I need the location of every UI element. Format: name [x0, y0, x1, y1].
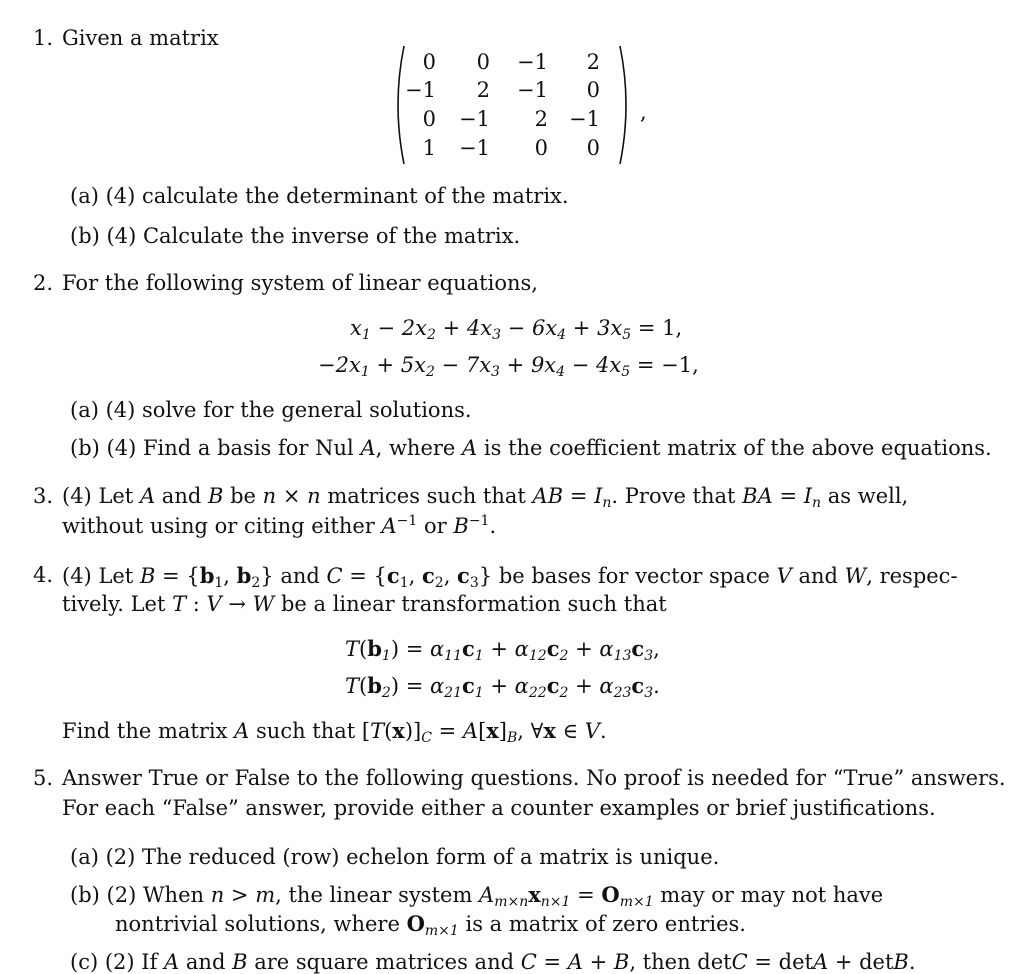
matrix-comma: , — [640, 100, 647, 124]
matrix-cell: 2 — [586, 50, 600, 74]
matrix-cell: 1 — [422, 136, 436, 160]
matrix-cell: 0 — [422, 50, 436, 74]
text: be — [230, 484, 256, 508]
transform-equation-1: $T(b_1) = \alpha_{11}c_1 + \alpha_{12}c_2 + \alpha_{13}c_3$, — [345, 636, 660, 664]
text: . — [489, 514, 497, 538]
text: is a matrix of zero entries. — [465, 912, 746, 936]
points: (2) — [105, 845, 136, 869]
part-label: (a) — [70, 184, 99, 208]
problem-5c: (c) (2) If A and B are square matrices and C = A + B, then detC = detA + detB. — [70, 950, 916, 974]
part-label: (a) — [70, 398, 99, 422]
problem-2b: (b) (4) Find a basis for Nul A, where A is the coefficient matrix of the above equations. — [70, 436, 992, 460]
problem-2-number: 2. — [33, 271, 54, 295]
matrix-cell: 2 — [534, 107, 548, 131]
equation-1: $x_1 - 2x_2 + 4x_3 - 6x_4 + 3x_5 = 1$, — [350, 316, 683, 343]
problem-3-number: 3. — [33, 484, 54, 508]
points: (2) — [104, 950, 135, 974]
points: (4) — [62, 564, 92, 588]
text: tively. Let — [62, 592, 166, 616]
matrix-cell: 0 — [586, 136, 600, 160]
text: be a linear transformation such that — [280, 592, 667, 616]
problem-3-line-1: (4) Let A and B be n × n matrices such that AB = $I_n$. Prove that BA = $I_n$ as well, — [62, 484, 909, 511]
part-text: is the coefficient matrix of the above equations. — [483, 436, 992, 460]
matrix-cell: −1 — [517, 78, 548, 102]
part-label: (b) — [70, 883, 100, 907]
points: (4) — [105, 398, 136, 422]
matrix-cell: 0 — [534, 136, 548, 160]
points: (4) — [106, 224, 137, 248]
matrix-cell: 0 — [586, 78, 600, 102]
part-text: Calculate the inverse of the matrix. — [142, 224, 521, 248]
part-label: (a) — [70, 845, 99, 869]
text: are square matrices and — [254, 950, 515, 974]
matrix-cell: 0 — [476, 50, 490, 74]
text: + det — [834, 950, 894, 974]
matrix-cell: −1 — [569, 107, 600, 131]
matrix-cell: −1 — [459, 136, 490, 160]
text: . Prove that — [611, 484, 736, 508]
text: Find the matrix — [62, 719, 228, 743]
right-parenthesis — [618, 44, 632, 166]
text: and — [798, 564, 838, 588]
problem-5a — [70, 845, 719, 869]
points: (4) — [105, 184, 136, 208]
problem-5-number: 5. — [33, 766, 54, 790]
matrix-cell: −1 — [517, 50, 548, 74]
points: (2) — [106, 883, 137, 907]
text: as well, — [827, 484, 909, 508]
problem-2a — [70, 398, 472, 422]
problem-1b — [70, 224, 520, 248]
matrix-cell: −1 — [459, 107, 490, 131]
points: (4) — [62, 484, 92, 508]
problem-3-line-2: without using or citing either $A^{-1}$ or $B^{-1}$. — [62, 513, 497, 538]
text: matrices such that — [327, 484, 526, 508]
problem-1-intro: Given a matrix — [62, 26, 219, 50]
text: may or may not have — [660, 883, 884, 907]
matrix-cell: 0 — [422, 107, 436, 131]
text: nontrivial solutions, where — [115, 912, 400, 936]
part-text: The reduced (row) echelon form of a matrix is unique. — [142, 845, 720, 869]
problem-4-number: 4. — [33, 563, 54, 587]
part-text: solve for the general solutions. — [142, 398, 472, 422]
text: , then det — [629, 950, 732, 974]
text: and — [185, 950, 226, 974]
part-label: (b) — [70, 436, 100, 460]
part-text: , where — [375, 436, 456, 460]
matrix-cell: 2 — [476, 78, 490, 102]
problem-4-line-2: tively. Let T : V → W be a linear transformation such that — [62, 592, 667, 616]
problem-1-number: 1. — [33, 26, 54, 50]
points: (4) — [106, 436, 137, 460]
text: be bases for vector space — [498, 564, 770, 588]
matrix — [392, 44, 632, 166]
problem-5-line-2: For each “False” answer, provide either a counter examples or brief justifications. — [62, 796, 936, 820]
text: Let — [98, 484, 134, 508]
text: and — [161, 484, 202, 508]
matrix-cell: −1 — [405, 78, 436, 102]
problem-1a — [70, 184, 569, 208]
part-text: Find a basis for Nul — [142, 436, 354, 460]
problem-2-intro: For the following system of linear equations, — [62, 271, 538, 295]
problem-5b-line-2: nontrivial solutions, where $O_{m\times 1}$ is a matrix of zero entries. — [115, 911, 746, 939]
text: = det — [754, 950, 813, 974]
problem-5-line-1: Answer True or False to the following questions. No proof is needed for “True” answers. — [62, 766, 1006, 790]
part-label: (b) — [70, 224, 100, 248]
text: without using or citing either — [62, 514, 375, 538]
part-label: (c) — [70, 950, 99, 974]
transform-equation-2: $T(b_2) = \alpha_{21}c_1 + \alpha_{22}c_2 + \alpha_{23}c_3$. — [345, 673, 660, 701]
text: and — [280, 564, 320, 588]
equation-2: $-2x_1 + 5x_2 - 7x_3 + 9x_4 - 4x_5 = -1$, — [318, 353, 699, 380]
text: , the linear system — [275, 883, 473, 907]
problem-4-find: Find the matrix A such that $[T(x)]_C = A[x]_B$, ∀x ∈ V. — [62, 718, 607, 746]
text: such that — [256, 719, 356, 743]
text: or — [424, 514, 447, 538]
problem-4-line-1: (4) Let $B = \{b_1$, $b_2$} and $C = \{c_1$, $c_2$, $c_3$} be bases for vector space V and W, respec- — [62, 563, 958, 591]
text: When — [142, 883, 205, 907]
part-text: calculate the determinant of the matrix. — [142, 184, 569, 208]
text: , respec- — [866, 564, 958, 588]
text: Let — [98, 564, 134, 588]
text: If — [141, 950, 158, 974]
problem-5b: (b) (2) When n > m, the linear system $A_{m\times n}x_{n\times 1} = O_{m\times 1}$ may or may not have — [70, 882, 884, 910]
